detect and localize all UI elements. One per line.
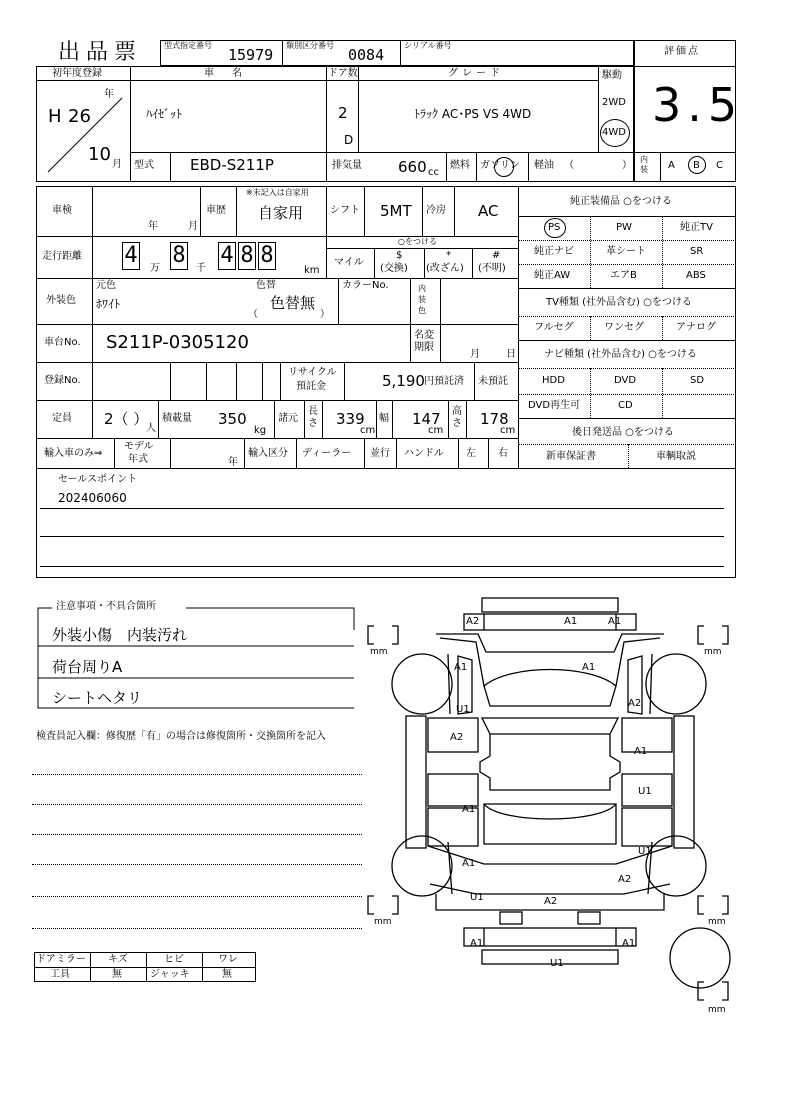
height-value: 178 — [480, 410, 509, 428]
car-name: ﾊｲｾﾞｯﾄ — [146, 107, 183, 121]
base-color-label: 元色 — [96, 280, 116, 291]
interior-c: C — [716, 160, 723, 171]
history-value: 自家用 — [258, 204, 304, 222]
length-unit: cm — [360, 425, 376, 436]
interior-label: 内装 — [640, 155, 648, 174]
equipment-item: SR — [690, 246, 704, 257]
reg-year: 26 — [68, 106, 91, 127]
name-change-month-unit: 月 — [470, 349, 480, 360]
height-unit: cm — [500, 425, 516, 436]
damage-mark: A1 — [454, 662, 468, 673]
damage-mark: A1 — [470, 938, 484, 949]
damage-mark: A2 — [466, 616, 480, 627]
doors-value: 2 — [338, 104, 348, 122]
model-year-unit: 年 — [228, 457, 238, 468]
vehicle-damage-diagram — [360, 594, 740, 1034]
recycle-unpaid: 未預託 — [478, 376, 508, 387]
interior-a: A — [668, 160, 675, 171]
width-value: 147 — [412, 410, 441, 428]
equipment-title: 純正装備品 ○をつける — [570, 196, 672, 207]
reg-month: 10 — [88, 144, 111, 165]
exterior-label: 外装色 — [46, 295, 76, 306]
model-label: 型式 — [134, 160, 154, 171]
reg-era: H — [48, 106, 62, 127]
model-year-label-2: 年式 — [128, 454, 148, 465]
navi-item: CD — [618, 400, 633, 411]
cooler-value: AC — [478, 202, 499, 220]
fuel-diesel: 軽油 — [534, 160, 554, 171]
damage-mark: A2 — [618, 874, 632, 885]
unknown-mark: # — [492, 250, 501, 261]
tv-title: TV種類 (社外品含む) ○をつける — [546, 297, 692, 308]
fuel-label: 燃料 — [450, 160, 470, 171]
length-value: 339 — [336, 410, 365, 428]
import-only-label: 輸入車のみ⇒ — [44, 448, 103, 459]
damage-mark: U1 — [638, 846, 652, 857]
mileage-man-unit: 万 — [150, 263, 160, 274]
damage-mark: U1 — [550, 958, 564, 969]
sales-point-label: セールスポイント — [58, 474, 138, 485]
shift-label: シフト — [330, 205, 360, 216]
exchange-label: (交換) — [380, 263, 408, 274]
tire-unit: mm — [704, 647, 722, 657]
damage-mark: A1 — [462, 858, 476, 869]
tv-item: フルセグ — [534, 322, 574, 333]
tire-unit: mm — [708, 1005, 726, 1015]
type-spec-label: 型式指定番号 — [164, 41, 212, 50]
later-title: 後日発送品 ○をつける — [572, 427, 674, 438]
damage-mark: A1 — [582, 662, 596, 673]
damage-mark: A1 — [462, 804, 476, 815]
tools-header: ヒビ — [164, 954, 184, 965]
door-type: D — [344, 133, 354, 147]
chassis-label: 車台No. — [44, 337, 81, 348]
tools-cell: 工具 — [50, 969, 70, 980]
damage-mark: A2 — [628, 698, 642, 709]
grade-label: グレード — [448, 68, 504, 79]
color-no-label: カラーNo. — [342, 280, 389, 291]
tools-header: ドアミラー — [36, 954, 86, 965]
displacement-label: 排気量 — [332, 160, 362, 171]
equipment-item: エアB — [610, 270, 637, 281]
history-label: 車歴 — [206, 205, 226, 216]
tools-header: キズ — [108, 954, 128, 965]
reg-month-unit: 月 — [112, 159, 122, 170]
damage-mark: A1 — [622, 938, 636, 949]
tv-item: アナログ — [676, 322, 716, 333]
later-item: 車輌取説 — [656, 451, 696, 462]
notes-title: 注意事項・不具合箇所 — [56, 601, 156, 612]
tire-unit: mm — [370, 647, 388, 657]
chassis-value: S211P-0305120 — [106, 332, 249, 353]
inspector-note: 検査員記入欄：修復歴「有」の場合は修復箇所・交換箇所を記入 — [36, 731, 326, 742]
notes-line: 荷台周りA — [52, 658, 123, 676]
tire-unit: mm — [374, 917, 392, 927]
navi-item: DVD — [614, 375, 637, 386]
class-number: 0084 — [348, 46, 385, 64]
tools-cell: ジャッキ — [150, 969, 190, 980]
dims-label: 諸元 — [278, 413, 298, 424]
navi-item: HDD — [542, 375, 565, 386]
width-unit: cm — [428, 425, 444, 436]
recycle-status: 円預託済 — [424, 376, 464, 387]
length-label: 長さ — [308, 406, 318, 429]
cc-unit: cc — [428, 167, 439, 178]
width-label: 幅 — [379, 413, 389, 424]
damage-mark: A1 — [564, 616, 578, 627]
handle-left: 左 — [466, 448, 476, 459]
handle-right: 右 — [498, 448, 508, 459]
mileage-sen-unit: 千 — [196, 263, 206, 274]
shift-value: 5MT — [380, 202, 412, 220]
damage-mark: A1 — [608, 616, 622, 627]
recycle-label-1: リサイクル — [288, 367, 337, 378]
damage-mark: U1 — [456, 704, 470, 715]
capacity-unit: 人 — [146, 423, 156, 434]
recycle-amount: 5,190 — [382, 372, 425, 390]
damage-mark: A2 — [450, 732, 464, 743]
import-class-label: 輸入区分 — [248, 448, 288, 459]
exchange-mark: $ — [396, 250, 403, 261]
type-spec-number: 15979 — [228, 46, 274, 64]
capacity-value: 2（ ） — [104, 410, 149, 428]
history-note: ※未記入は自家用 — [246, 188, 309, 197]
interior-b: B — [693, 160, 700, 171]
recycle-label-2: 預託金 — [296, 381, 326, 392]
equipment-item: 革シート — [606, 246, 646, 257]
repaint-paren-close: ） — [320, 309, 330, 320]
mileage-km-unit: km — [304, 265, 320, 276]
first-reg-label: 初年度登録 — [52, 68, 102, 79]
model-value: EBD-S211P — [190, 156, 274, 174]
model-year-label-1: モデル — [124, 441, 154, 452]
score-label: 評価点 — [664, 46, 700, 57]
tools-header: ワレ — [218, 954, 238, 965]
class-label: 類別区分番号 — [286, 41, 334, 50]
inspection-label: 車検 — [52, 205, 72, 216]
parallel-label: 並行 — [370, 448, 390, 459]
handle-label: ハンドル — [404, 448, 444, 459]
repaint-label: 色替 — [256, 280, 276, 291]
navi-item: SD — [690, 375, 705, 386]
notes-line: 外装小傷 内装汚れ — [52, 626, 188, 644]
navi-item: DVD再生可 — [528, 400, 581, 411]
mileage-digit: 8 — [238, 242, 256, 270]
fuel-paren-open: （ — [564, 160, 574, 171]
load-label: 積載量 — [162, 413, 192, 424]
score-value: 3.5 — [652, 78, 744, 132]
dealer-label: ディーラー — [302, 448, 352, 459]
repaint-value: 色替無 — [270, 294, 316, 312]
drive-4wd: 4WD — [602, 127, 626, 138]
unknown-label: (不明) — [478, 263, 506, 274]
navi-title: ナビ種類 (社外品含む) ○をつける — [544, 349, 697, 360]
equipment-item: PS — [548, 222, 561, 233]
base-color-value: ﾎﾜｲﾄ — [96, 297, 121, 311]
inspection-year-unit: 年 — [148, 221, 158, 232]
damage-mark: U1 — [470, 892, 484, 903]
repaint-paren-open: （ — [248, 309, 258, 320]
form-title: 出品票 — [58, 40, 143, 65]
fuel-gasoline-circle — [494, 157, 514, 177]
tamper-label: (改ざん) — [426, 263, 464, 274]
tools-cell: 無 — [222, 969, 232, 980]
grade-value: ﾄﾗｯｸ AC･PS VS 4WD — [414, 107, 532, 121]
cooler-label: 冷房 — [426, 205, 446, 216]
fuel-gasoline: ガソリン — [480, 160, 520, 171]
mileage-digit: 4 — [122, 242, 140, 270]
tools-cell: 無 — [112, 969, 122, 980]
damage-mark: U1 — [638, 786, 652, 797]
interior-color-label: 内装色 — [418, 284, 426, 315]
serial-label: シリアル番号 — [404, 41, 452, 50]
displacement-value: 660 — [398, 158, 427, 176]
tv-item: ワンセグ — [604, 322, 644, 333]
sales-point-value: 202406060 — [58, 491, 127, 505]
fuel-paren-close: ） — [622, 160, 632, 171]
load-unit: kg — [254, 425, 267, 436]
tire-unit: mm — [708, 917, 726, 927]
inspection-month-unit: 月 — [188, 221, 198, 232]
doors-label: ドア数 — [328, 68, 358, 79]
damage-mark: A1 — [634, 746, 648, 757]
name-change-label: 名変期限 — [414, 330, 434, 353]
drive-2wd: 2WD — [602, 97, 626, 108]
car-name-label: 車 名 — [204, 68, 246, 79]
equipment-item: PW — [616, 222, 632, 233]
mile-label: マイル — [334, 257, 364, 268]
capacity-label: 定員 — [52, 413, 72, 424]
equipment-item: 純正AW — [534, 270, 571, 281]
mileage-label: 走行距離 — [42, 251, 82, 262]
mileage-digit: 8 — [258, 242, 276, 270]
mileage-digit: 8 — [170, 242, 188, 270]
load-value: 350 — [218, 410, 247, 428]
mileage-circle-note: ○をつける — [398, 237, 437, 246]
later-item: 新車保証書 — [546, 451, 596, 462]
tamper-mark: * — [446, 250, 451, 261]
equipment-item: 純正TV — [680, 222, 713, 233]
equipment-item: ABS — [686, 270, 706, 281]
height-label: 高さ — [452, 406, 462, 429]
mileage-digit: 4 — [218, 242, 236, 270]
name-change-day-unit: 日 — [506, 349, 516, 360]
reg-year-unit: 年 — [104, 89, 114, 100]
notes-line: シートヘタリ — [52, 689, 143, 707]
drive-label: 駆動 — [602, 70, 622, 81]
reg-no-label: 登録No. — [44, 375, 81, 386]
equipment-item: 純正ナビ — [534, 246, 574, 257]
damage-mark: A2 — [544, 896, 558, 907]
